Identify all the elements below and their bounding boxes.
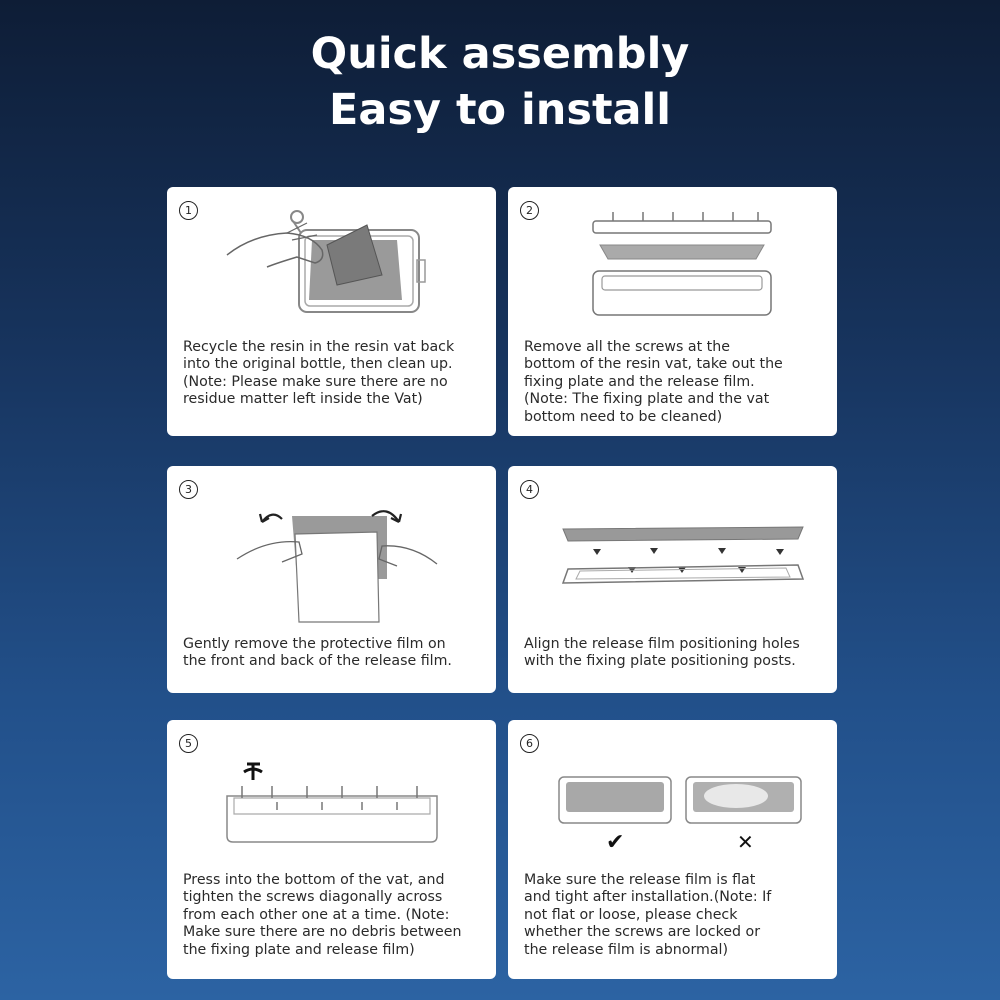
hand-lifting-film-illustration bbox=[217, 205, 457, 320]
correct-check-icon: ✔ bbox=[606, 830, 625, 855]
step-description-1: Recycle the resin in the resin vat back into the original bottle, then clean up. (Note: Please make sure there are no residue matter left inside the Vat) bbox=[183, 339, 455, 408]
step-description-3: Gently remove the protective film on the front and back of the release film. bbox=[183, 636, 452, 670]
step-card-3 bbox=[167, 466, 496, 693]
step-number-2: 2 bbox=[520, 201, 539, 220]
page-title: Quick assembly bbox=[310, 29, 690, 79]
step-description-4: Align the release film positioning holes with the fixing plate positioning posts. bbox=[524, 636, 800, 670]
flat-vs-loose-illustration bbox=[556, 774, 806, 826]
step-description-5: Press into the bottom of the vat, and tighten the screws diagonally across from each other one at a time. (Note: Make sure there are no debris between the fixing plate and release film) bbox=[183, 872, 462, 958]
screw-tightening-illustration bbox=[222, 758, 447, 846]
peeling-film-illustration bbox=[227, 504, 447, 624]
exploded-vat-illustration bbox=[588, 209, 778, 321]
step-number-4: 4 bbox=[520, 480, 539, 499]
step-number-3: 3 bbox=[179, 480, 198, 499]
film-alignment-illustration bbox=[558, 521, 808, 591]
step-number-5: 5 bbox=[179, 734, 198, 753]
wrong-cross-icon: ✕ bbox=[737, 830, 754, 854]
step-card-2 bbox=[508, 187, 837, 436]
step-card-1 bbox=[167, 187, 496, 436]
step-number-1: 1 bbox=[179, 201, 198, 220]
step-number-6: 6 bbox=[520, 734, 539, 753]
page-subtitle: Easy to install bbox=[328, 85, 672, 135]
step-description-6: Make sure the release film is flat and tight after installation.(Note: If not flat or loose, please check whether the screws are locked or the release film is abnormal) bbox=[524, 872, 772, 958]
step-card-6 bbox=[508, 720, 837, 979]
step-card-4 bbox=[508, 466, 837, 693]
step-description-2: Remove all the screws at the bottom of the resin vat, take out the fixing plate and the release film. (Note: The fixing plate and the vat bottom need to be cleaned) bbox=[524, 339, 783, 425]
step-card-5 bbox=[167, 720, 496, 979]
